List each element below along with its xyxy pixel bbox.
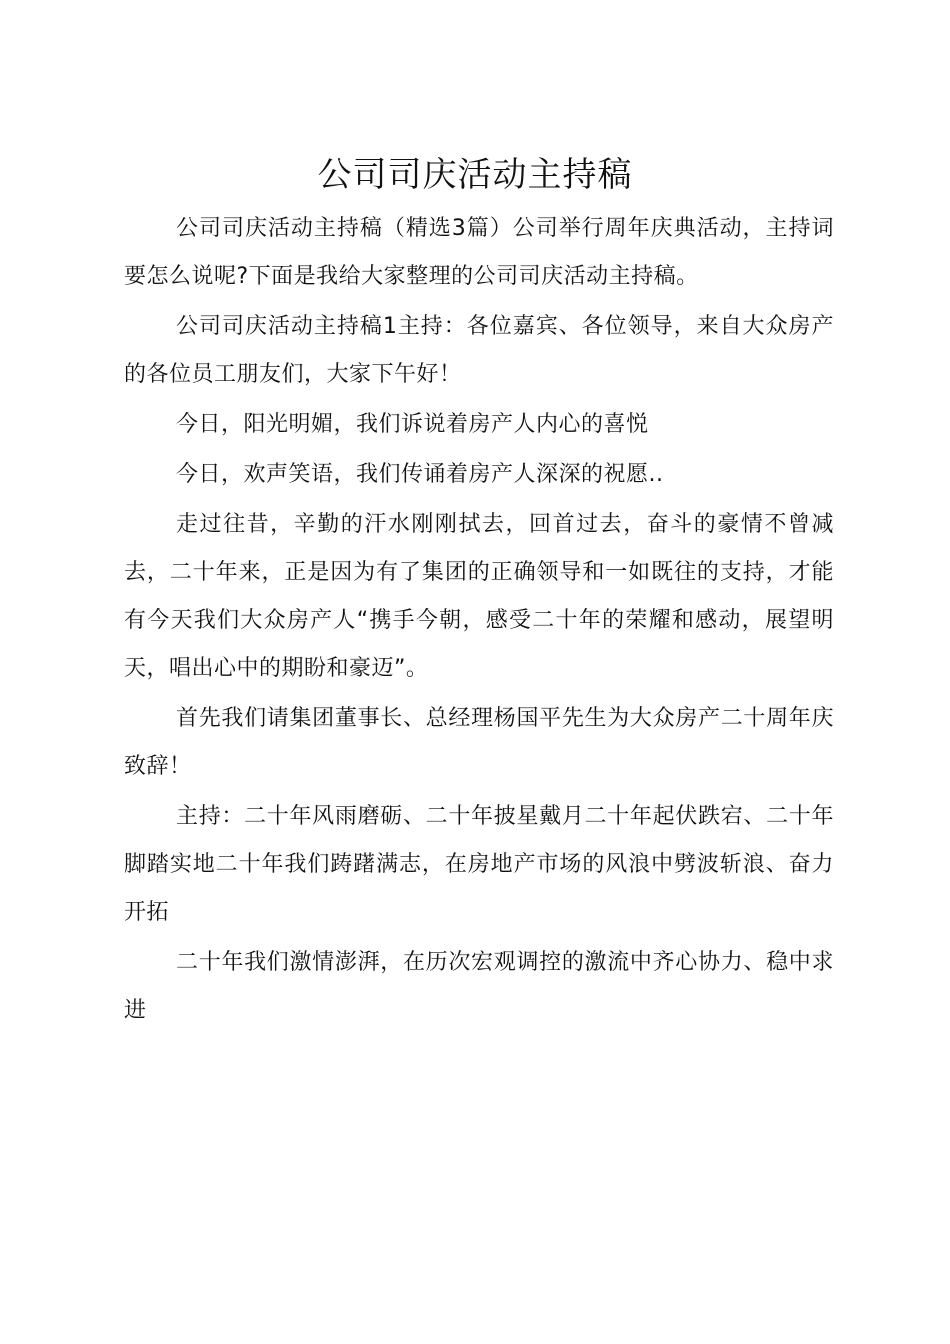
paragraph-past: 走过往昔，辛勤的汗水刚刚拭去，回首过去，奋斗的豪情不曾减去，二十年来，正是因为有了集团的正确领导和一如既往的支持，才能有今天我们大众房产人“携手今朝，感受二十年的荣耀和感动，展望明天，唱出心中的期盼和豪迈”。 (124, 512, 834, 681)
paragraph-intro: 公司司庆活动主持稿（精选3篇）公司举行周年庆典活动，主持词要怎么说呢?下面是我给大家整理的公司司庆活动主持稿。 (124, 216, 834, 289)
paragraph-host: 主持：二十年风雨磨砺、二十年披星戴月二十年起伏跌宕、二十年脚踏实地二十年我们踌躇满志，在房地产市场的风浪中劈波斩浪、奋力开拓 (124, 804, 834, 925)
paragraph-sunshine: 今日，阳光明媚，我们诉说着房产人内心的喜悦 (176, 412, 649, 437)
paragraph-greeting: 公司司庆活动主持稿1主持：各位嘉宾、各位领导，来自大众房产的各位员工朋友们，大家下午好！ (124, 314, 834, 387)
document-body (124, 205, 834, 1037)
paragraph-chairman: 首先我们请集团董事长、总经理杨国平先生为大众房产二十周年庆致辞！ (124, 706, 834, 779)
paragraph-laughter: 今日，欢声笑语，我们传诵着房产人深深的祝愿.. (176, 462, 664, 487)
paragraph-passion: 二十年我们激情澎湃，在历次宏观调控的激流中齐心协力、稳中求进 (124, 950, 834, 1023)
document-title: 公司司庆活动主持稿 (317, 155, 633, 195)
